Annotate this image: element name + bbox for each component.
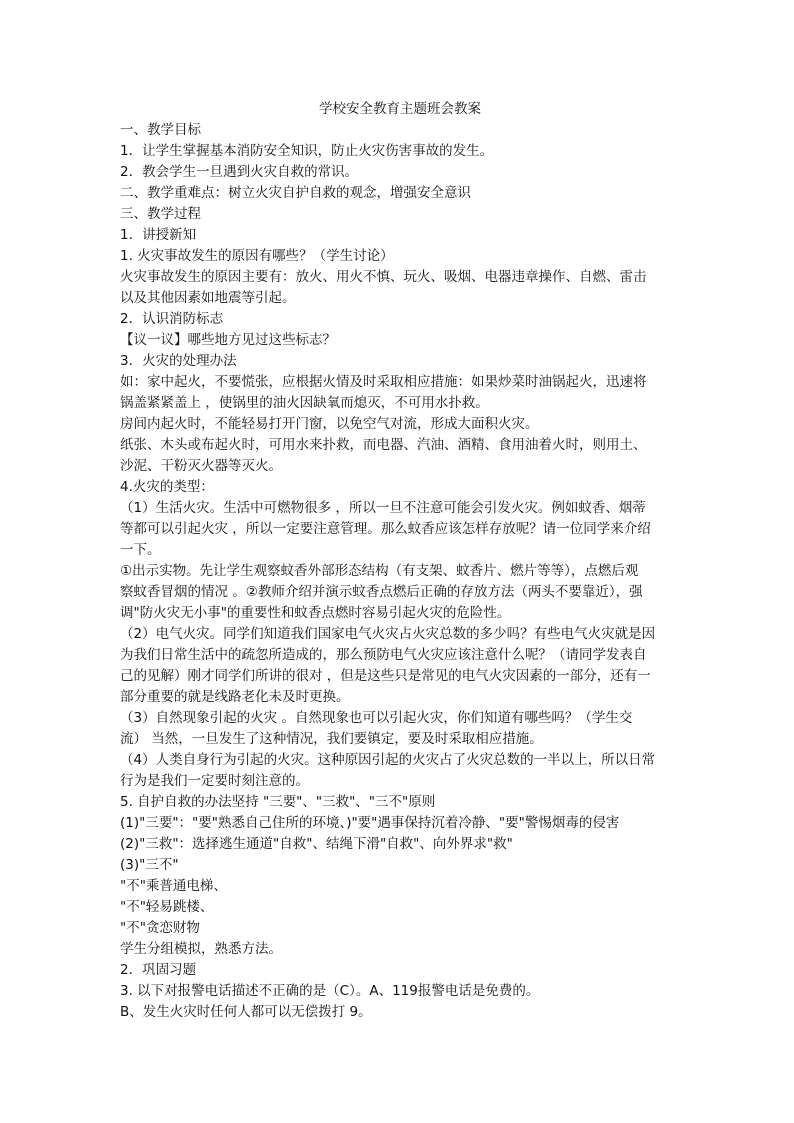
body-line: 调"防火灾无小事"的重要性和蚊香点燃时容易引起火灾的危险性。 <box>120 605 511 621</box>
body-line: 等都可以引起火灾 ，所以一定要注意管理。那么蚊香应该怎样存放呢？请一位同学来介绍 <box>120 521 651 537</box>
body-line: "不"轻易跳楼、 <box>120 899 214 915</box>
body-line: 一、教学目标 <box>120 122 201 138</box>
document-page <box>120 99 680 1023</box>
body-line: 一下。 <box>120 542 161 558</box>
body-line: 房间内起火时，不能轻易打开门窗，以免空气对流，形成大面积火灾。 <box>120 416 539 432</box>
body-line: 3. 以下对报警电话描述不正确的是（C）。A、119报警电话是免费的。 <box>120 983 540 999</box>
body-line: 5. 自护自救的办法坚持 "三要"、"三救"、"三不"原则 <box>120 794 436 810</box>
body-line: 行为是我们一定要时刻注意的。 <box>120 773 309 789</box>
body-line: 如：家中起火，不要慌张，应根据火情及时采取相应措施：如果炒菜时油锅起火，迅速将 <box>120 374 647 390</box>
body-line: （1）生活火灾。生活中可燃物很多 ，所以一旦不注意可能会引发火灾。例如蚊香、烟蒂 <box>120 500 646 516</box>
body-line: 2．认识消防标志 <box>120 311 224 327</box>
body-line: 沙泥、干粉灭火器等灭火。 <box>120 458 282 474</box>
body-line: 二、教学重难点：树立火灾自护自救的观念，增强安全意识 <box>120 185 471 201</box>
document-title: 学校安全教育主题班会教案 <box>319 101 481 117</box>
body-line: 1．让学生掌握基本消防安全知识，防止火灾伤害事故的发生。 <box>120 143 494 159</box>
body-line: （2）电气火灾。同学们知道我们国家电气火灾占火灾总数的多少吗？有些电气火灾就是因 <box>120 626 656 642</box>
body-line: 火灾事故发生的原因主要有：放火、用火不慎、玩火、吸烟、电器违章操作、自燃、雷击 <box>120 269 647 285</box>
body-line: 纸张、木头或布起火时，可用水来扑救，而电器、汽油、酒精、食用油着火时，则用土、 <box>120 437 647 453</box>
body-line: 2．巩固习题 <box>120 962 197 978</box>
body-line: 为我们日常生活中的疏忽所造成的，那么预防电气火灾应该注意什么呢？（请同学发表自 <box>120 647 647 663</box>
body-line: 1. 火灾事故发生的原因有哪些？（学生讨论） <box>120 248 394 264</box>
body-line: (2)"三救"：选择逃生通道"自救"、结绳下滑"自救"、向外界求"救" <box>120 836 513 852</box>
body-line: 1．讲授新知 <box>120 227 197 243</box>
body-line: B、发生火灾时任何人都可以无偿拨打 9。 <box>120 1004 372 1020</box>
body-line: （4）人类自身行为引起的火灾。这种原因引起的火灾占了火灾总数的一半以上，所以日常 <box>120 752 656 768</box>
body-line: (1)"三要"："要"熟悉自己住所的环境、)"要"遇事保持沉着冷静、"要"警惕烟毒的侵害 <box>120 815 620 831</box>
body-line: 以及其他因素如地震等引起。 <box>120 290 296 306</box>
document-body <box>120 120 680 1023</box>
body-line: 三、教学过程 <box>120 206 201 222</box>
body-line: ①出示实物。先让学生观察蚊香外部形态结构（有支架、蚊香片、燃片等等），点燃后观 <box>120 563 639 579</box>
body-line: "不"乘普通电梯、 <box>120 878 227 894</box>
body-line: 2．教会学生一旦遇到火灾自救的常识。 <box>120 164 359 180</box>
body-line: 察蚊香冒烟的情况 。②教师介绍并演示蚊香点燃后正确的存放方法（两头不要靠近），强 <box>120 584 643 600</box>
body-line: 己的见解）刚才同学们所讲的很对 ，但是这些只是常见的电气火灾因素的一部分，还有一 <box>120 668 651 684</box>
body-line: 学生分组模拟，熟悉方法。 <box>120 941 282 957</box>
body-line: (3)"三不" <box>120 857 179 873</box>
body-line: 【议一议】哪些地方见过这些标志？ <box>120 332 336 348</box>
body-line: 4.火灾的类型： <box>120 479 214 495</box>
body-line: 锅盖紧紧盖上 ，使锅里的油火因缺氧而熄灭，不可用水扑救。 <box>120 395 489 411</box>
body-line: 部分重要的就是线路老化未及时更换。 <box>120 689 350 705</box>
body-line: 流） 当然，一旦发生了这种情况，我们要镇定，要及时采取相应措施。 <box>120 731 543 747</box>
body-line: （3）自然现象引起的火灾 。自然现象也可以引起火灾，你们知道有哪些吗？（学生交 <box>120 710 633 726</box>
body-line: 3．火灾的处理办法 <box>120 353 237 369</box>
body-line: "不"贪恋财物 <box>120 920 200 936</box>
